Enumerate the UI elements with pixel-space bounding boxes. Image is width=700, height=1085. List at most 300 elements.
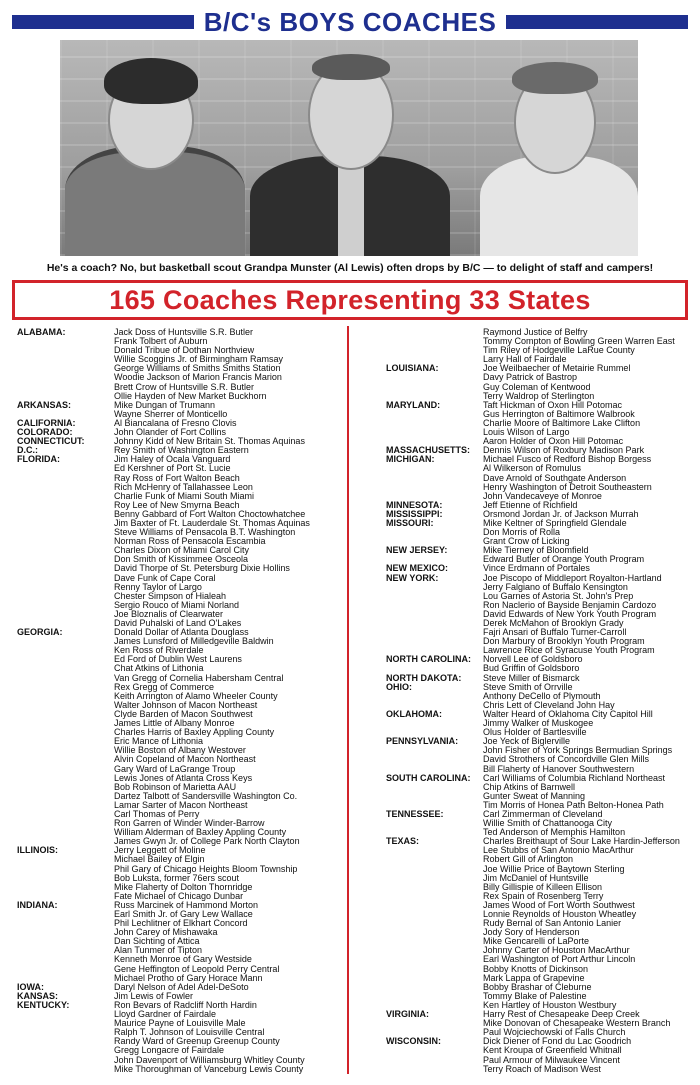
coaches-list-right bbox=[386, 328, 696, 1074]
coach-name: Carl Thomas of Perry bbox=[114, 808, 200, 819]
coach-name: Donald Dollar of Atlanta Douglass bbox=[114, 627, 249, 638]
state-label bbox=[386, 755, 483, 764]
coach-name: Dartez Talbott of Sandersville Washington Co. bbox=[114, 790, 298, 801]
coach-name: Benny Gabbard of Fort Walton Choctowhatchee bbox=[114, 508, 306, 519]
coach-name: Woodie Jackson of Marion Francis Marion bbox=[114, 372, 282, 383]
coach-name: Dan Sichting of Attica bbox=[114, 936, 200, 947]
coach-name: Raymond Justice of Belfry bbox=[483, 327, 588, 337]
state-label bbox=[386, 928, 483, 937]
coach-name: Joe Piscopo of Middleport Royalton-Hartland bbox=[483, 572, 662, 583]
state-label bbox=[386, 892, 483, 901]
state-label bbox=[386, 1056, 483, 1065]
state-label bbox=[17, 1010, 114, 1019]
coach-name: Rudy Bernal of San Antonio Lanier bbox=[483, 918, 622, 929]
state-label: FLORIDA: bbox=[17, 454, 60, 465]
state-label: KENTUCKY: bbox=[17, 999, 70, 1010]
coach-name: Ed Kershner of Port St. Lucie bbox=[114, 463, 231, 474]
state-label bbox=[17, 792, 114, 801]
state-label bbox=[17, 355, 114, 364]
coach-name: Mike Keltner of Springfield Glendale bbox=[483, 517, 627, 528]
state-label bbox=[17, 737, 114, 746]
coach-name: Gunter Sweat of Manning bbox=[483, 790, 586, 801]
coach-name: Bobby Knotts of Dickinson bbox=[483, 963, 589, 974]
coach-name: Ron Garren of Winder Winder-Barrow bbox=[114, 818, 265, 829]
state-label bbox=[17, 492, 114, 501]
coach-name: Ralph T. Johnson of Louisville Central bbox=[114, 1027, 265, 1038]
coach-name: Don Marbury of Brooklyn Youth Program bbox=[483, 636, 645, 647]
coach-name: Vince Erdmann of Portales bbox=[483, 563, 590, 574]
coach-name: Frank Tolbert of Auburn bbox=[114, 336, 208, 347]
state-label bbox=[386, 983, 483, 992]
coach-name: Charles Breithaupt of Sour Lake Hardin-Jefferson bbox=[483, 836, 680, 847]
coach-name: Bob Luksta, former 76ers scout bbox=[114, 872, 240, 883]
coach-name: George Williams of Smiths Smiths Station bbox=[114, 363, 281, 374]
coach-name: Clyde Barden of Macon Southwest bbox=[114, 708, 253, 719]
coach-name: Gary Ward of LaGrange Troup bbox=[114, 763, 236, 774]
state-label: NEW JERSEY: bbox=[386, 545, 448, 556]
banner-bar-right bbox=[506, 15, 688, 29]
coach-name: Jody Sory of Henderson bbox=[483, 927, 580, 938]
coach-name: William Alderman of Baxley Appling County bbox=[114, 827, 287, 838]
coach-name: Mike Flaherty of Dolton Thornridge bbox=[114, 881, 253, 892]
coaches-list-left bbox=[17, 328, 342, 1074]
coach-name: Paul Armour of Milwaukee Vincent bbox=[483, 1054, 620, 1065]
state-label bbox=[17, 710, 114, 719]
coach-name: Eric Mance of Lithonia bbox=[114, 736, 204, 747]
state-label: PENNSYLVANIA: bbox=[386, 736, 459, 747]
state-label: NEW YORK: bbox=[386, 572, 439, 583]
coach-name: Alan Tunmer of Tipton bbox=[114, 945, 203, 956]
coach-name: Rey Smith of Washington Eastern bbox=[114, 445, 249, 456]
state-label bbox=[386, 528, 483, 537]
state-label bbox=[17, 955, 114, 964]
state-label bbox=[17, 746, 114, 755]
photo-person-left bbox=[60, 40, 250, 256]
state-label bbox=[17, 583, 114, 592]
coach-name: Lloyd Gardner of Fairdale bbox=[114, 1009, 217, 1020]
coach-name: Grant Crow of Licking bbox=[483, 536, 570, 547]
state-label bbox=[386, 692, 483, 701]
state-label bbox=[17, 819, 114, 828]
coach-name: David Strothers of Concordville Glen Mills bbox=[483, 754, 650, 765]
coach-name: Orsmond Jordan Jr. of Jackson Murrah bbox=[483, 508, 639, 519]
coach-name: Johnny Carter of Houston MacArthur bbox=[483, 945, 630, 956]
state-label bbox=[386, 373, 483, 382]
photo-person-middle bbox=[250, 40, 450, 256]
state-label bbox=[386, 619, 483, 628]
coach-name: Phil Gary of Chicago Heights Bloom Township bbox=[114, 863, 298, 874]
coach-name: John Davenport of Williamsburg Whitley County bbox=[114, 1054, 305, 1065]
coach-name: Sergio Rouco of Miami Norland bbox=[114, 599, 240, 610]
state-label bbox=[386, 946, 483, 955]
state-label bbox=[386, 346, 483, 355]
state-label: IOWA: bbox=[17, 981, 44, 992]
coach-name: Walter Johnson of Macon Northeast bbox=[114, 699, 258, 710]
coach-name: Alvin Copeland of Macon Northeast bbox=[114, 754, 256, 765]
state-label: NORTH CAROLINA: bbox=[386, 654, 471, 665]
state-label bbox=[17, 537, 114, 546]
state-label: KANSAS: bbox=[17, 990, 59, 1001]
coach-row bbox=[17, 1065, 342, 1074]
photo-caption: He's a coach? No, but basketball scout Grandpa Munster (Al Lewis) often drops by B/C — to delight of staff and campers! bbox=[46, 262, 654, 274]
coach-name: Ron Bevars of Radcliff North Hardin bbox=[114, 999, 257, 1010]
coach-name: Russ Marcinek of Hammond Morton bbox=[114, 899, 259, 910]
coach-name: Kenneth Monroe of Gary Westside bbox=[114, 954, 252, 965]
state-label bbox=[17, 801, 114, 810]
coach-name: James Wood of Fort Worth Southwest bbox=[483, 899, 635, 910]
state-label bbox=[17, 555, 114, 564]
state-label bbox=[17, 928, 114, 937]
state-label bbox=[17, 574, 114, 583]
coach-name: Charles Harris of Baxley Appling County bbox=[114, 727, 275, 738]
state-label bbox=[386, 910, 483, 919]
coach-name: Mark Lappa of Grapevine bbox=[483, 972, 585, 983]
column-divider bbox=[347, 326, 349, 1074]
coach-name: Joe Yeck of Biglerville bbox=[483, 736, 571, 747]
state-label bbox=[17, 865, 114, 874]
coach-name: Willie Smith of Chattanooga City bbox=[483, 818, 613, 829]
coach-name: Willie Boston of Albany Westover bbox=[114, 745, 246, 756]
coach-name: Renny Taylor of Largo bbox=[114, 581, 202, 592]
coach-name: Gene Heffington of Leopold Perry Central bbox=[114, 963, 280, 974]
headline-box bbox=[12, 280, 688, 320]
coach-name: Van Gregg of Cornelia Habersham Central bbox=[114, 672, 284, 683]
state-label bbox=[386, 746, 483, 755]
coach-name: Dennis Wilson of Roxbury Madison Park bbox=[483, 445, 645, 456]
coach-name: Mike Gencarelli of LaPorte bbox=[483, 936, 590, 947]
state-label: LOUISIANA: bbox=[386, 363, 439, 374]
coach-name: Michael Fusco of Redford Bishop Borgess bbox=[483, 454, 652, 465]
state-label: VIRGINIA: bbox=[386, 1009, 430, 1020]
coach-name: John Olander of Fort Collins bbox=[114, 427, 227, 438]
coach-name: Lawrence Rice of Syracuse Youth Program bbox=[483, 645, 655, 656]
coach-name: Lou Garnes of Astoria St. John's Prep bbox=[483, 590, 634, 601]
coach-name: Jack Doss of Huntsville S.R. Butler bbox=[114, 327, 254, 337]
coach-name: Charlie Moore of Baltimore Lake Clifton bbox=[483, 417, 641, 428]
state-label bbox=[17, 855, 114, 864]
coach-name: Keith Arrington of Alamo Wheeler County bbox=[114, 690, 278, 701]
coach-name: Anthony DeCello of Plymouth bbox=[483, 690, 601, 701]
coach-name: Carl Zimmerman of Cleveland bbox=[483, 808, 603, 819]
coach-name: Lamar Sarter of Macon Northeast bbox=[114, 799, 248, 810]
state-label bbox=[17, 965, 114, 974]
coach-name: Tommy Compton of Bowling Green Warren East bbox=[483, 336, 675, 347]
state-label bbox=[17, 664, 114, 673]
coach-name: Bill Flaherty of Hanover Southwestern bbox=[483, 763, 635, 774]
state-label: MARYLAND: bbox=[386, 399, 441, 410]
state-label bbox=[386, 337, 483, 346]
state-label: MINNESOTA: bbox=[386, 499, 443, 510]
coach-name: Ed Ford of Dublin West Laurens bbox=[114, 654, 242, 665]
coach-name: Mike Dungan of Trumann bbox=[114, 399, 216, 410]
state-label: GEORGIA: bbox=[17, 627, 63, 638]
state-label bbox=[386, 1046, 483, 1055]
coach-name: Phil Lechlitner of Elkhart Concord bbox=[114, 918, 248, 929]
state-label bbox=[386, 792, 483, 801]
coach-name: Al Wilkerson of Romulus bbox=[483, 463, 582, 474]
state-label bbox=[386, 610, 483, 619]
coach-name: Joe Willie Price of Baytown Sterling bbox=[483, 863, 625, 874]
coach-name: Larry Hall of Fairdale bbox=[483, 354, 567, 365]
coach-name: Ken Ross of Riverdale bbox=[114, 645, 204, 656]
banner-title: B/C's BOYS COACHES bbox=[203, 6, 497, 37]
coach-name: Donald Tribue of Dothan Northview bbox=[114, 345, 255, 356]
state-label bbox=[386, 955, 483, 964]
state-label bbox=[386, 428, 483, 437]
state-label bbox=[386, 719, 483, 728]
coach-name: Ted Anderson of Memphis Hamilton bbox=[483, 827, 626, 838]
coach-name: Tim Riley of Hodgeville LaRue County bbox=[483, 345, 635, 356]
state-label bbox=[17, 337, 114, 346]
coach-name: Dave Funk of Cape Coral bbox=[114, 572, 216, 583]
coach-name: Terry Waldrop of Sterlington bbox=[483, 390, 595, 401]
coach-name: Carl Williams of Columbia Richland Northeast bbox=[483, 772, 666, 783]
state-label: MASSACHUSETTS: bbox=[386, 445, 471, 456]
coach-name: Jeff Etienne of Richfield bbox=[483, 499, 578, 510]
state-label bbox=[17, 474, 114, 483]
state-label bbox=[17, 601, 114, 610]
state-label bbox=[386, 783, 483, 792]
coach-name: Jim McDaniel of Huntsville bbox=[483, 872, 589, 883]
state-label bbox=[17, 373, 114, 382]
state-label bbox=[386, 855, 483, 864]
coach-name: Walter Heard of Oklahoma City Capitol Hill bbox=[483, 708, 653, 719]
coach-name: John Vandecaveye of Monroe bbox=[483, 490, 602, 501]
coach-name: James Gwyn Jr. of College Park North Clayton bbox=[114, 836, 300, 847]
state-label bbox=[17, 483, 114, 492]
coach-name: Aaron Holder of Oxon Hill Potomac bbox=[483, 436, 624, 447]
coach-name: Chris Lett of Cleveland John Hay bbox=[483, 699, 615, 710]
coach-name: Jim Haley of Ocala Vanguard bbox=[114, 454, 231, 465]
state-label bbox=[386, 819, 483, 828]
state-label: CALIFORNIA: bbox=[17, 417, 76, 428]
coach-name: Ollie Hayden of New Market Buckhorn bbox=[114, 390, 267, 401]
coach-name: Steve Miller of Bismarck bbox=[483, 672, 580, 683]
coach-name: Rich McHenry of Tallahassee Leon bbox=[114, 481, 253, 492]
state-label bbox=[386, 583, 483, 592]
coach-name: Guy Coleman of Kentwood bbox=[483, 381, 591, 392]
state-label bbox=[17, 637, 114, 646]
state-label bbox=[17, 910, 114, 919]
state-label: D.C.: bbox=[17, 445, 38, 456]
coach-name: Chat Atkins of Lithonia bbox=[114, 663, 204, 674]
state-label bbox=[17, 883, 114, 892]
coach-name: Chip Atkins of Barnwell bbox=[483, 781, 576, 792]
coach-name: Bobby Brashar of Cleburne bbox=[483, 981, 592, 992]
coach-name: Billy Gillispie of Killeen Ellison bbox=[483, 881, 603, 892]
state-label: NEW MEXICO: bbox=[386, 563, 448, 574]
state-label bbox=[17, 919, 114, 928]
state-label bbox=[386, 883, 483, 892]
coach-name: Jim Baxter of Ft. Lauderdale St. Thomas Aquinas bbox=[114, 517, 310, 528]
state-label bbox=[17, 519, 114, 528]
coach-name: Willie Scoggins Jr. of Birmingham Ramsay bbox=[114, 354, 284, 365]
coach-name: Ken Hartley of Houston Westbury bbox=[483, 999, 617, 1010]
photo-person-right bbox=[480, 40, 638, 256]
coach-name: Fate Michael of Chicago Dunbar bbox=[114, 890, 244, 901]
state-label bbox=[386, 419, 483, 428]
state-label bbox=[386, 410, 483, 419]
state-label: ARKANSAS: bbox=[17, 399, 71, 410]
state-label bbox=[17, 383, 114, 392]
coach-name: Davy Patrick of Bastrop bbox=[483, 372, 578, 383]
state-label bbox=[17, 719, 114, 728]
state-label bbox=[17, 1056, 114, 1065]
state-label bbox=[386, 1019, 483, 1028]
state-label bbox=[17, 1037, 114, 1046]
coach-row bbox=[386, 1065, 696, 1074]
state-label: MISSISSIPPI: bbox=[386, 508, 443, 519]
header-banner bbox=[12, 8, 688, 36]
state-label bbox=[386, 628, 483, 637]
coach-name: Roy Lee of New Smyrna Beach bbox=[114, 499, 240, 510]
coach-name: Jim Lewis of Fowler bbox=[114, 990, 194, 1001]
coach-name: Brett Crow of Huntsville S.R. Butler bbox=[114, 381, 255, 392]
state-label bbox=[386, 992, 483, 1001]
coach-name: Gregg Longacre of Fairdale bbox=[114, 1045, 225, 1056]
coach-name: Wayne Sherrer of Monticello bbox=[114, 408, 228, 419]
coach-name: James Little of Albany Monroe bbox=[114, 718, 235, 729]
state-label bbox=[386, 592, 483, 601]
coach-name: Lee Stubbs of San Antonio MacArthur bbox=[483, 845, 634, 856]
state-label bbox=[17, 774, 114, 783]
coach-name: Jimmy Walker of Muskogee bbox=[483, 718, 594, 729]
coach-name: Mike Donovan of Chesapeake Western Branch bbox=[483, 1018, 671, 1029]
state-label bbox=[17, 701, 114, 710]
state-label bbox=[17, 755, 114, 764]
coach-name: Charlie Funk of Miami South Miami bbox=[114, 490, 255, 501]
state-label bbox=[17, 364, 114, 373]
state-label bbox=[17, 346, 114, 355]
state-label bbox=[386, 874, 483, 883]
coach-name: Tim Morris of Honea Path Belton-Honea Path bbox=[483, 799, 664, 810]
coaches-photo bbox=[60, 40, 638, 256]
state-label: MICHIGAN: bbox=[386, 454, 435, 465]
state-label bbox=[386, 965, 483, 974]
state-label bbox=[17, 674, 114, 683]
coach-name: Jerry Falgiano of Buffalo Kensington bbox=[483, 581, 628, 592]
state-label bbox=[386, 1065, 483, 1074]
state-label bbox=[17, 692, 114, 701]
state-label bbox=[17, 874, 114, 883]
state-label bbox=[386, 383, 483, 392]
coach-name: Rex Gregg of Commerce bbox=[114, 681, 215, 692]
coach-name: Joe Bloznalis of Clearwater bbox=[114, 608, 224, 619]
state-label bbox=[17, 464, 114, 473]
coach-name: Michael Bailey of Elgin bbox=[114, 854, 205, 865]
state-label bbox=[17, 728, 114, 737]
state-label bbox=[17, 655, 114, 664]
state-label bbox=[386, 474, 483, 483]
coach-name: Bud Griffin of Goldsboro bbox=[483, 663, 580, 674]
coach-name: Paul Wojciechowski of Falls Church bbox=[483, 1027, 626, 1038]
state-label bbox=[17, 610, 114, 619]
coach-name: Bob Robinson of Marietta AAU bbox=[114, 781, 237, 792]
coach-name: Lonnie Reynolds of Houston Wheatley bbox=[483, 909, 637, 919]
coach-name: Randy Ward of Greenup Greenup County bbox=[114, 1036, 280, 1047]
state-label bbox=[386, 937, 483, 946]
coach-name: Fajri Ansari of Buffalo Turner-Carroll bbox=[483, 627, 627, 638]
coach-name: Charles Dixon of Miami Carol City bbox=[114, 545, 250, 556]
state-label bbox=[386, 846, 483, 855]
state-label bbox=[386, 865, 483, 874]
coach-name: Don Morris of Rolla bbox=[483, 527, 561, 538]
coach-name: Rex Spain of Rosenberg Terry bbox=[483, 890, 604, 901]
coach-name: John Carey of Mishawaka bbox=[114, 927, 218, 938]
coach-name: Taft Hickman of Oxon Hill Potomac bbox=[483, 399, 623, 410]
coach-name: Don Smith of Kissimmee Osceola bbox=[114, 554, 249, 565]
coach-name: Lewis Jones of Atlanta Cross Keys bbox=[114, 772, 253, 783]
state-label bbox=[17, 564, 114, 573]
state-label bbox=[386, 483, 483, 492]
state-label: TEXAS: bbox=[386, 836, 420, 847]
coach-name: Earl Smith Jr. of Gary Lew Wallace bbox=[114, 909, 253, 919]
coach-name: Johnny Kidd of New Britain St. Thomas Aquinas bbox=[114, 436, 305, 447]
coach-name: Michael Protho of Gary Horace Mann bbox=[114, 972, 263, 983]
coach-name: Mike Thoroughman of Vanceburg Lewis County bbox=[114, 1063, 304, 1074]
coach-name: Tommy Blake of Palestine bbox=[483, 990, 587, 1001]
coach-name: David Thorpe of St. Petersburg Dixie Hollins bbox=[114, 563, 290, 574]
state-label bbox=[17, 828, 114, 837]
coach-name: James Lunsford of Milledgeville Baldwin bbox=[114, 636, 274, 647]
coach-name: Daryl Nelson of Adel Adel-DeSoto bbox=[114, 981, 249, 992]
coach-name: Harry Rest of Chesapeake Deep Creek bbox=[483, 1009, 640, 1020]
coach-name: David Puhalski of Land O'Lakes bbox=[114, 618, 242, 628]
coach-name: Robert Gill of Arlington bbox=[483, 854, 574, 865]
coach-name: Louis Wilson of Largo bbox=[483, 427, 570, 438]
state-label bbox=[17, 1065, 114, 1074]
state-label: TENNESSEE: bbox=[386, 808, 444, 819]
coach-name: Chester Simpson of Hialeah bbox=[114, 590, 227, 601]
state-label: SOUTH CAROLINA: bbox=[386, 772, 471, 783]
coach-name: Ray Ross of Fort Walton Beach bbox=[114, 472, 240, 483]
state-label bbox=[386, 919, 483, 928]
coach-name: Norvell Lee of Goldsboro bbox=[483, 654, 583, 665]
state-label bbox=[17, 765, 114, 774]
state-label bbox=[17, 646, 114, 655]
coach-name: Earl Washington of Port Arthur Lincoln bbox=[483, 954, 636, 965]
coach-name: Steve Smith of Orrville bbox=[483, 681, 573, 692]
state-label bbox=[386, 974, 483, 983]
banner-bar-left bbox=[12, 15, 194, 29]
coach-name: Joe Weilbaecher of Metairie Rummel bbox=[483, 363, 631, 374]
state-label bbox=[17, 528, 114, 537]
state-label bbox=[17, 810, 114, 819]
state-label: CONNECTICUT: bbox=[17, 436, 85, 447]
coach-name: David Edwards of New York Youth Program bbox=[483, 608, 657, 619]
state-label: ALABAMA: bbox=[17, 327, 66, 337]
coach-name: Derek McMahon of Brooklyn Grady bbox=[483, 618, 624, 628]
state-label bbox=[17, 937, 114, 946]
state-label: COLORADO: bbox=[17, 427, 73, 438]
state-label: WISCONSIN: bbox=[386, 1036, 441, 1047]
state-label bbox=[17, 1028, 114, 1037]
state-label bbox=[17, 1046, 114, 1055]
state-label bbox=[17, 501, 114, 510]
state-label: INDIANA: bbox=[17, 899, 58, 910]
state-label bbox=[386, 637, 483, 646]
coach-name: Edward Butler of Orange Youth Program bbox=[483, 554, 645, 565]
state-label bbox=[386, 464, 483, 473]
coach-name: Mike Tierney of Bloomfield bbox=[483, 545, 589, 556]
coach-name: Gus Herrington of Baltimore Walbrook bbox=[483, 408, 635, 419]
coach-name: Al Biancalana of Fresno Clovis bbox=[114, 417, 237, 428]
state-label: NORTH DAKOTA: bbox=[386, 672, 462, 683]
state-label: MISSOURI: bbox=[386, 517, 434, 528]
coach-name: Henry Washington of Detroit Southeastern bbox=[483, 481, 652, 492]
coach-name: Terry Roach of Madison West bbox=[483, 1063, 601, 1074]
coach-name: John Fisher of York Springs Bermudian Springs bbox=[483, 745, 673, 756]
